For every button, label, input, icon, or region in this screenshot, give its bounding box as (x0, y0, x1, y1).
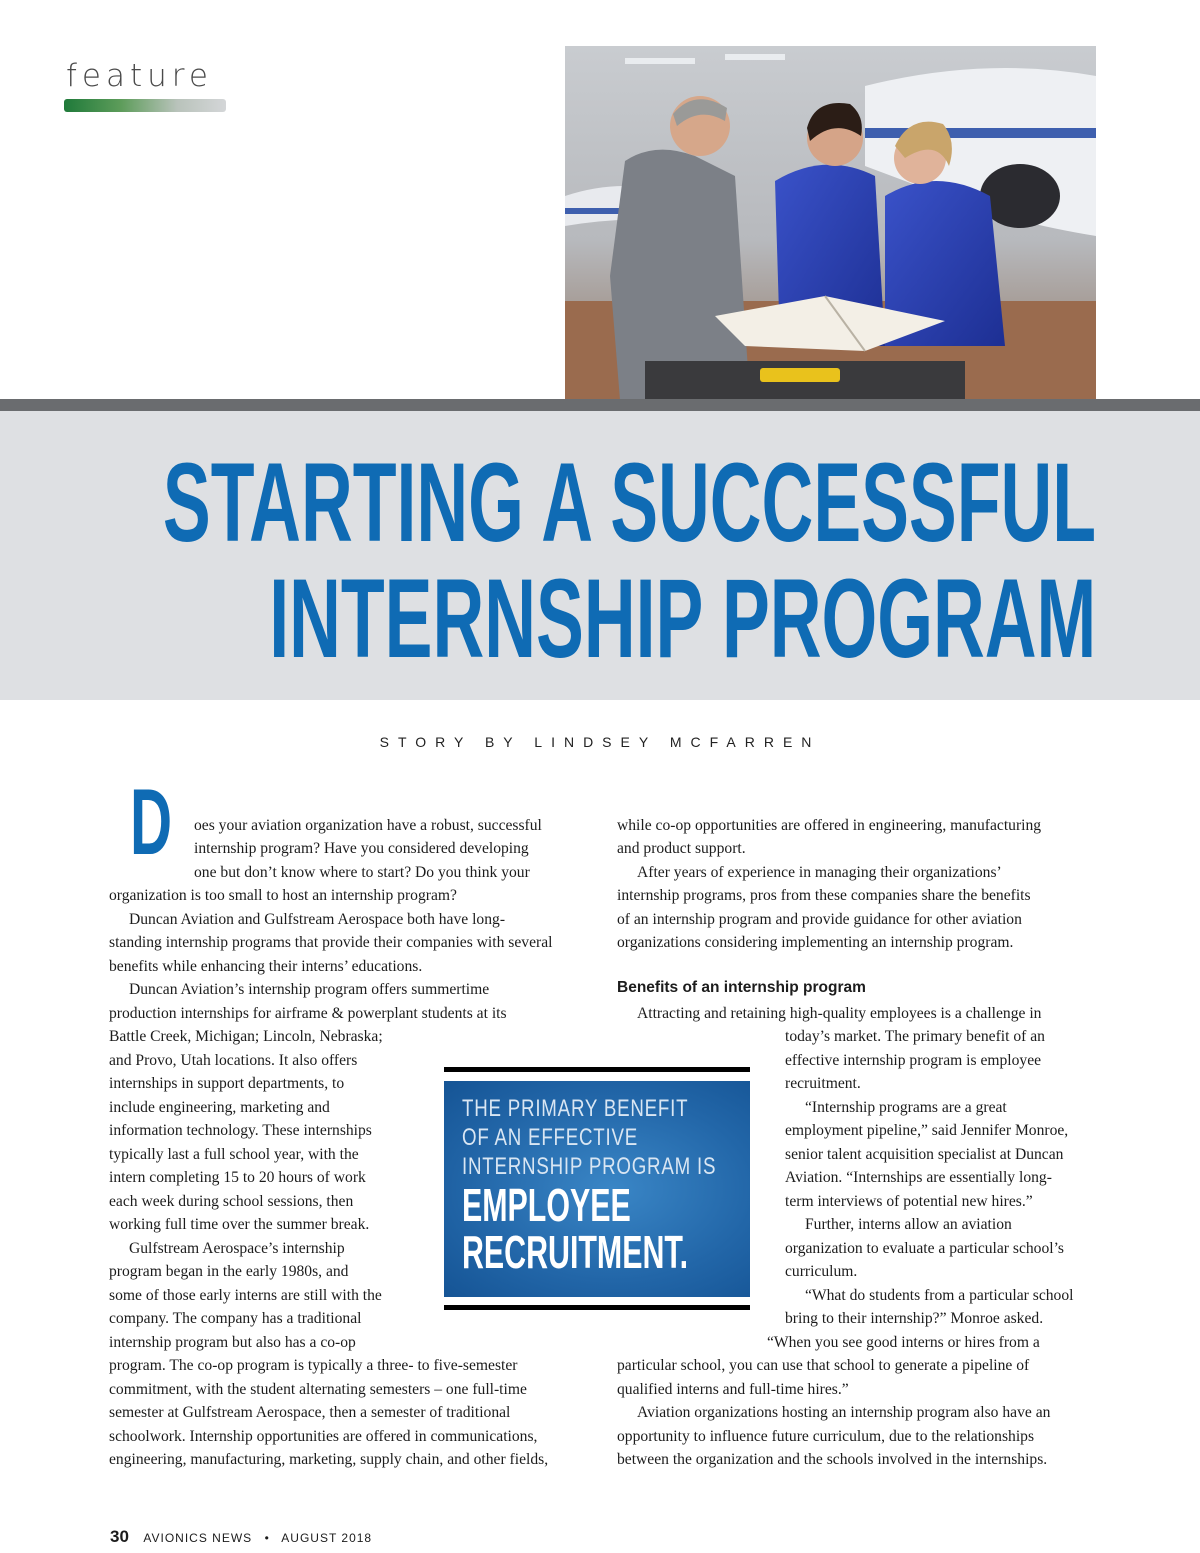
byline: STORY BY LINDSEY MCFARREN (379, 734, 821, 750)
left-line: internship program but also has a co-op (109, 1334, 356, 1351)
right-line: “Internship programs are a great (805, 1099, 1007, 1116)
right-line: particular school, you can use that school to generate a pipeline of (617, 1357, 1030, 1374)
right-line: curriculum. (785, 1263, 858, 1280)
right-line: qualified interns and full-time hires.” (617, 1381, 849, 1398)
hangar-photo-icon (565, 46, 1096, 400)
section-label: feature (66, 58, 213, 94)
drop-cap: D (130, 769, 173, 874)
pull-quote-rule-bottom (444, 1305, 750, 1310)
right-line: “What do students from a particular school (805, 1287, 1074, 1304)
left-line: company. The company has a traditional (109, 1310, 362, 1327)
pull-quote-line: THE PRIMARY BENEFIT (462, 1095, 689, 1122)
left-line: each week during school sessions, then (109, 1193, 354, 1210)
right-line: “When you see good interns or hires from a (767, 1334, 1040, 1351)
right-line: Attracting and retaining high-quality employees is a challenge in (637, 1005, 1042, 1022)
left-line: engineering, manufacturing, marketing, supply chain, and other fields, (109, 1451, 549, 1468)
pull-quote-line: OF AN EFFECTIVE (462, 1124, 639, 1151)
right-line: opportunity to influence future curriculum, due to the relationships (617, 1428, 1035, 1445)
right-line: Aviation organizations hosting an internship program also have an (637, 1404, 1051, 1421)
right-line: and product support. (617, 840, 746, 857)
right-line: term interviews of potential new hires.” (785, 1193, 1033, 1210)
left-line: standing internship programs that provide their companies with several (109, 934, 553, 951)
left-line: one but don’t know where to start? Do you think your (194, 864, 530, 881)
left-line: intern completing 15 to 20 hours of work (109, 1169, 366, 1186)
right-line: recruitment. (785, 1075, 861, 1092)
left-line: internships in support departments, to (109, 1075, 345, 1092)
left-line: typically last a full school year, with the (109, 1146, 359, 1163)
left-line: internship program? Have you considered developing (194, 840, 529, 857)
section-accent-bar (64, 99, 226, 112)
right-line: effective internship program is employee (785, 1052, 1042, 1069)
left-line: some of those early interns are still with the (109, 1287, 382, 1304)
left-line: organization is too small to host an internship program? (109, 887, 457, 904)
right-line: After years of experience in managing their organizations’ (637, 864, 1002, 881)
left-line: semester at Gulfstream Aerospace, then a semester of traditional (109, 1404, 511, 1421)
left-line: program began in the early 1980s, and (109, 1263, 349, 1280)
pull-quote-rule-top (444, 1067, 750, 1072)
left-line: information technology. These internships (109, 1122, 372, 1139)
article-title-line-2: INTERNSHIP PROGRAM (268, 556, 1096, 681)
pull-quote-emphasis: EMPLOYEE (462, 1179, 631, 1231)
pull-quote-emphasis: RECRUITMENT. (462, 1226, 689, 1278)
right-line: Aviation. “Internships are essentially long- (785, 1169, 1052, 1186)
left-line: commitment, with the student alternating semesters – one full-time (109, 1381, 527, 1398)
left-line: schoolwork. Internship opportunities are offered in communications, (109, 1428, 538, 1445)
left-line: and Provo, Utah locations. It also offers (109, 1052, 358, 1069)
right-line: of an internship program and provide guidance for other aviation (617, 911, 1022, 928)
right-line: internship programs, pros from these companies share the benefits (617, 887, 1031, 904)
right-line: today’s market. The primary benefit of an (785, 1028, 1045, 1045)
footer-separator: • (264, 1531, 269, 1545)
article-title-line-1: STARTING A SUCCESSFUL (162, 440, 1096, 565)
page-number: 30 (110, 1527, 129, 1546)
page-footer (110, 1527, 372, 1547)
right-line: while co-op opportunities are offered in engineering, manufacturing (617, 817, 1042, 834)
left-line: Gulfstream Aerospace’s internship (129, 1240, 345, 1257)
right-line: employment pipeline,” said Jennifer Monroe, (785, 1122, 1069, 1139)
left-line: production internships for airframe & powerplant students at its (109, 1005, 507, 1022)
title-band-rule (0, 399, 1200, 411)
left-line: Duncan Aviation and Gulfstream Aerospace both have long- (129, 911, 506, 928)
pull-quote-line: INTERNSHIP PROGRAM IS (462, 1153, 717, 1180)
left-line: program. The co-op program is typically a three- to five-semester (109, 1357, 518, 1374)
issue-date: AUGUST 2018 (281, 1531, 373, 1545)
left-line: oes your aviation organization have a robust, successful (194, 817, 542, 834)
left-line: benefits while enhancing their interns’ educations. (109, 958, 423, 975)
left-line: include engineering, marketing and (109, 1099, 330, 1116)
right-line: organization to evaluate a particular school’s (785, 1240, 1064, 1257)
section-subhead: Benefits of an internship program (617, 979, 866, 996)
right-line: organizations considering implementing an internship program. (617, 934, 1014, 951)
left-line: Battle Creek, Michigan; Lincoln, Nebraska; (109, 1028, 383, 1045)
right-line: senior talent acquisition specialist at Duncan (785, 1146, 1064, 1163)
right-line: bring to their internship?” Monroe asked. (785, 1310, 1044, 1327)
publication-name: AVIONICS NEWS (143, 1531, 253, 1545)
left-line: working full time over the summer break. (109, 1216, 370, 1233)
right-line: Further, interns allow an aviation (805, 1216, 1012, 1233)
left-line: Duncan Aviation’s internship program offers summertime (129, 981, 490, 998)
right-line: between the organization and the schools involved in the internships. (617, 1451, 1048, 1468)
